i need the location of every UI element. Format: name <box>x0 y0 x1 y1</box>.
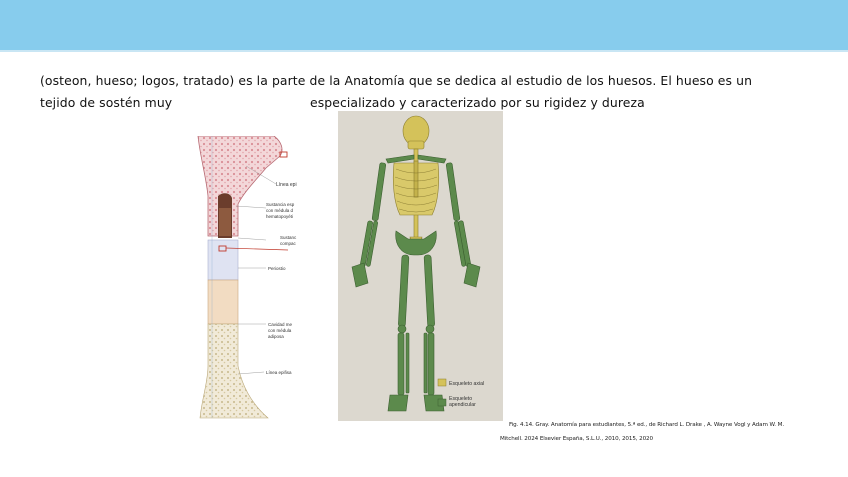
bone-label-7: Cavidad me <box>268 322 293 327</box>
body-text-line-2-right: especializado y caracterizado por su rigidez y dureza <box>310 95 645 110</box>
bone-label-4: Sustanc <box>280 235 297 240</box>
legend-label-appendicular <box>449 396 476 408</box>
bone-label-0: Línea epi <box>276 182 297 188</box>
bone-illustration <box>196 136 304 423</box>
bone-illustration-svg <box>196 136 304 423</box>
legend-label-axial: Esqueleto axial <box>449 381 485 387</box>
skeleton-illustration <box>338 111 503 421</box>
legend-swatch-axial <box>438 379 446 386</box>
figure-caption-line-2: Mitchell. 2024 Elsevier España, S.L.U., 2010, 2015, 2020 <box>500 436 653 442</box>
body-text-line-2-left: tejido de sostén muy <box>40 95 173 110</box>
legend-label-appendicular-l2: apendicular <box>449 402 476 408</box>
bone-label-2: con médula d <box>266 208 294 213</box>
figure-caption-line-1: Fig. 4.14. Gray. Anatomía para estudiantes, 5.ª ed., de Richard L. Drake , A. Wayne Vogl y Adam W. M. <box>509 422 785 428</box>
header-banner-edge <box>0 50 848 52</box>
legend-label-appendicular-l1: Esqueleto <box>449 396 473 402</box>
bone-label-9: adiposa <box>268 334 284 339</box>
bone-label-6: Periostio <box>268 266 286 271</box>
bone-label-1: Sustancia esp <box>266 202 295 207</box>
legend-swatch-appendicular <box>438 399 446 406</box>
bone-label-10: Línea epifisa <box>266 370 292 375</box>
bone-label-5: compac <box>280 241 296 246</box>
bone-label-3: hematopoyéti <box>266 214 294 219</box>
skeleton-illustration-svg <box>338 111 503 421</box>
body-text-line-1: (osteon, hueso; logos, tratado) es la parte de la Anatomía que se dedica al estudio de los huesos. El hueso es un <box>40 73 753 88</box>
bone-label-8: con médula <box>268 328 292 333</box>
header-banner <box>0 0 848 50</box>
